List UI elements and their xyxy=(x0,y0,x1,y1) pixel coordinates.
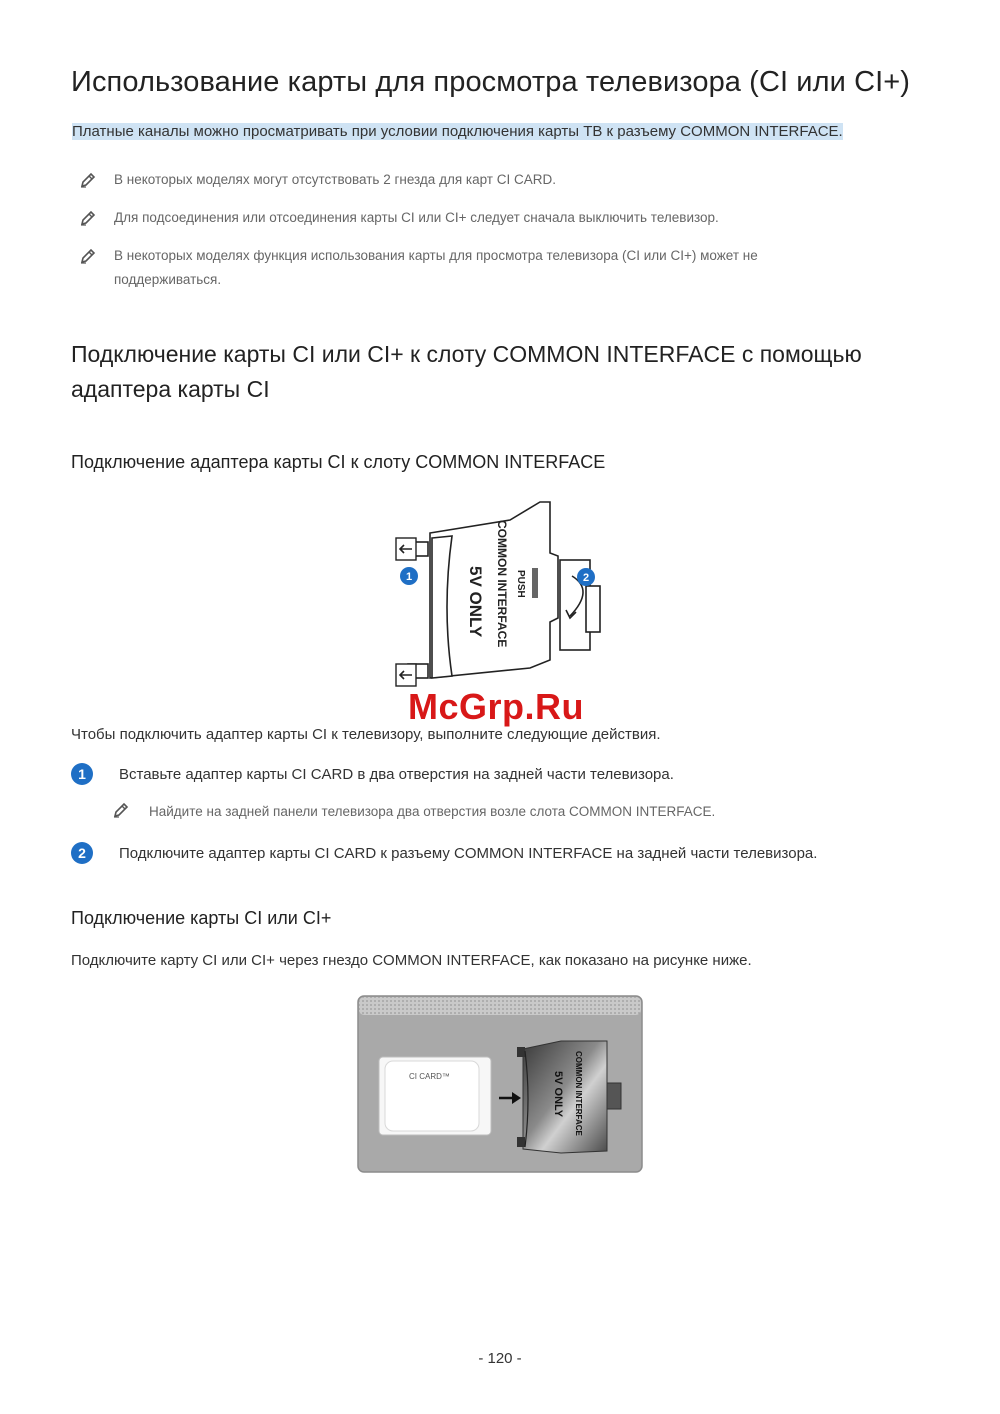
svg-text:2: 2 xyxy=(582,572,590,584)
step-note-text: Найдите на задней панели телевизора два отверстия возле слота COMMON INTERFACE. xyxy=(149,804,716,819)
step-item xyxy=(71,763,674,785)
subsection-title-adapter: Подключение адаптера карты CI к слоту COMMON INTERFACE xyxy=(71,452,606,472)
pencil-icon xyxy=(80,206,114,234)
pencil-icon xyxy=(113,802,149,821)
intro-text xyxy=(71,122,844,141)
note-item xyxy=(80,244,840,292)
step-badge xyxy=(577,568,595,586)
ci-adapter xyxy=(517,1041,621,1153)
step-number: 2 xyxy=(71,842,93,864)
page-number: - 120 - xyxy=(478,1350,522,1367)
step-note xyxy=(113,802,715,821)
step-badge xyxy=(400,567,418,585)
ci-card-label: CI CARD™ xyxy=(409,1072,450,1081)
arrow-left-icon xyxy=(396,538,416,560)
intro-highlight: Платные каналы можно просматривать при условии подключения карты ТВ к разъему COMMON INTERFACE. xyxy=(72,123,843,140)
note-item xyxy=(80,168,880,196)
pencil-icon xyxy=(80,244,114,272)
step-text: Подключите адаптер карты CI CARD к разъему COMMON INTERFACE на задней части телевизора. xyxy=(119,844,818,862)
section-title: Подключение карты CI или CI+ к слоту COMMON INTERFACE с помощью адаптера карты CI xyxy=(71,341,862,402)
page-title: Использование карты для просмотра телевизора (CI или CI+) xyxy=(71,66,911,98)
svg-text:1: 1 xyxy=(405,571,413,583)
label-common-interface: COMMON INTERFACE xyxy=(495,520,509,648)
ci-adapter-diagram xyxy=(390,498,620,698)
subsection-title-card: Подключение карты CI или CI+ xyxy=(71,908,332,928)
steps-lead: Чтобы подключить адаптер карты CI к телевизору, выполните следующие действия. xyxy=(71,726,661,743)
note-text: В некоторых моделях функция использования карты для просмотра телевизора (CI или CI+) может не поддерживаться. xyxy=(114,248,758,287)
watermark: McGrp.Ru xyxy=(408,686,585,727)
step-number: 1 xyxy=(71,763,93,785)
label-5v-only: 5V ONLY xyxy=(466,566,485,638)
step-text: Вставьте адаптер карты CI CARD в два отверстия на задней части телевизора. xyxy=(119,765,674,783)
step-item xyxy=(71,842,817,864)
ci-card-insertion-figure xyxy=(357,995,643,1173)
note-text: Для подсоединения или отсоединения карты CI или CI+ следует сначала выключить телевизор. xyxy=(114,210,719,225)
pencil-icon xyxy=(80,168,114,196)
adapter-label-common: COMMON INTERFACE xyxy=(574,1051,583,1136)
adapter-label-5v: 5V ONLY xyxy=(552,1071,564,1118)
label-push: PUSH xyxy=(515,570,526,598)
note-text: В некоторых моделях могут отсутствовать 2 гнезда для карт CI CARD. xyxy=(114,172,556,187)
ci-card xyxy=(379,1057,491,1135)
note-item xyxy=(80,206,880,234)
card-instruction: Подключите карту CI или CI+ через гнездо COMMON INTERFACE, как показано на рисунке ниже. xyxy=(71,952,752,969)
arrow-left-icon xyxy=(396,664,416,686)
